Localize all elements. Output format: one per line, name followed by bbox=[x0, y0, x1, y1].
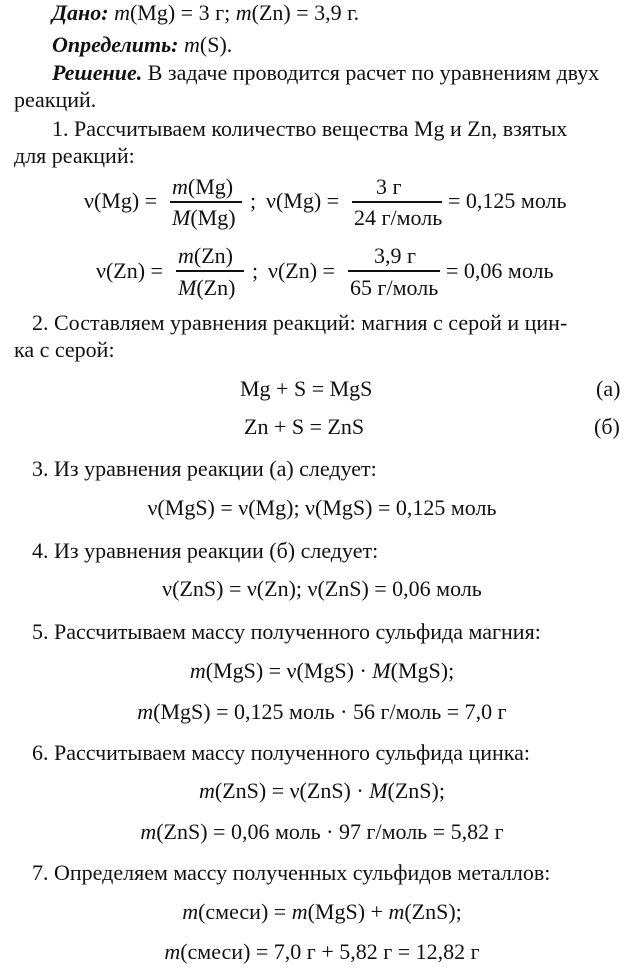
given-zn-value: (Zn) = 3,9 г. bbox=[251, 0, 360, 25]
equation-b-label: (б) bbox=[594, 414, 620, 439]
nu-zn-fraction-bar bbox=[176, 270, 244, 272]
nu-mg-fraction-bar bbox=[170, 201, 242, 203]
nu-mg-denominator: M(Mg) bbox=[172, 205, 236, 230]
step3-text: 3. Из уравнения реакции (а) следует: bbox=[32, 456, 377, 481]
step2-text: 2. Составляем уравнения реакций: магния с серой и цин- bbox=[32, 310, 568, 335]
nu-mg-lhs2: ν(Mg) = bbox=[266, 188, 340, 213]
step3-equation: ν(MgS) = ν(Mg); ν(MgS) = 0,125 моль bbox=[147, 495, 497, 520]
nu-zn-lhs: ν(Zn) = bbox=[96, 258, 163, 283]
solution-intro: В задаче проводится расчет по уравнениям двух bbox=[147, 60, 600, 85]
solution-line bbox=[52, 62, 599, 84]
find-var: m bbox=[184, 32, 200, 57]
nu-mg-result: = 0,125 моль bbox=[448, 188, 567, 213]
nu-mg-numerator2: 3 г bbox=[376, 174, 402, 199]
nu-zn-result: = 0,06 моль bbox=[446, 258, 554, 283]
nu-zn-numerator2: 3,9 г bbox=[374, 243, 417, 268]
step2-text-cont: ка с серой: bbox=[14, 337, 115, 362]
nu-mg-denominator2: 24 г/моль bbox=[354, 205, 443, 230]
nu-zn-fraction-bar2 bbox=[348, 270, 440, 272]
nu-zn-lhs2: ν(Zn) = bbox=[268, 258, 335, 283]
step6-equation-1: m(ZnS) = ν(ZnS) · M(ZnS); bbox=[198, 778, 445, 803]
nu-mg-numerator: m(Mg) bbox=[172, 174, 234, 199]
equation-b: Zn + S = ZnS bbox=[244, 414, 365, 439]
nu-zn-separator: ; bbox=[252, 258, 259, 283]
given-zn-var: m bbox=[235, 0, 252, 25]
find-value: (S). bbox=[199, 32, 233, 57]
solution-label: Решение. bbox=[52, 60, 143, 85]
nu-mg-fraction-bar2 bbox=[352, 201, 442, 203]
nu-mg-lhs: ν(Mg) = bbox=[84, 188, 158, 213]
step4-text: 4. Из уравнения реакции (б) следует: bbox=[32, 538, 379, 563]
solution-intro-cont: реакций. bbox=[14, 87, 97, 112]
step7-equation-1: m(смеси) = m(MgS) + m(ZnS); bbox=[182, 899, 462, 924]
find-label: Определить: bbox=[52, 32, 179, 57]
step7-equation-2: m(смеси) = 7,0 г + 5,82 г = 12,82 г bbox=[164, 939, 480, 964]
given-mg-var: m bbox=[114, 0, 130, 25]
given-line bbox=[52, 2, 359, 24]
equation-a: Mg + S = MgS bbox=[240, 376, 373, 401]
step1-text: 1. Рассчитываем количество вещества Mg и Zn, взятых bbox=[52, 116, 568, 141]
nu-zn-denominator2: 65 г/моль bbox=[350, 275, 439, 300]
step5-text: 5. Рассчитываем массу полученного сульфида магния: bbox=[32, 619, 541, 644]
step5-equation-2: m(MgS) = 0,125 моль · 56 г/моль = 7,0 г bbox=[137, 699, 507, 724]
equation-a-label: (а) bbox=[596, 376, 621, 401]
given-label: Дано: bbox=[52, 0, 109, 25]
nu-mg-separator: ; bbox=[250, 188, 257, 213]
step6-text: 6. Рассчитываем массу полученного сульфида цинка: bbox=[32, 740, 531, 765]
step7-text: 7. Определяем массу полученных сульфидов металлов: bbox=[32, 860, 551, 885]
step1-text-cont: для реакций: bbox=[14, 143, 135, 168]
step4-equation: ν(ZnS) = ν(Zn); ν(ZnS) = 0,06 моль bbox=[162, 576, 482, 601]
nu-zn-denominator: M(Zn) bbox=[178, 275, 236, 300]
step6-equation-2: m(ZnS) = 0,06 моль · 97 г/моль = 5,82 г bbox=[140, 819, 504, 844]
nu-zn-numerator: m(Zn) bbox=[178, 243, 233, 268]
given-mg-value: (Mg) = 3 г; bbox=[129, 0, 231, 25]
find-line bbox=[52, 34, 232, 56]
step5-equation-1: m(MgS) = ν(MgS) · M(MgS); bbox=[189, 658, 455, 683]
